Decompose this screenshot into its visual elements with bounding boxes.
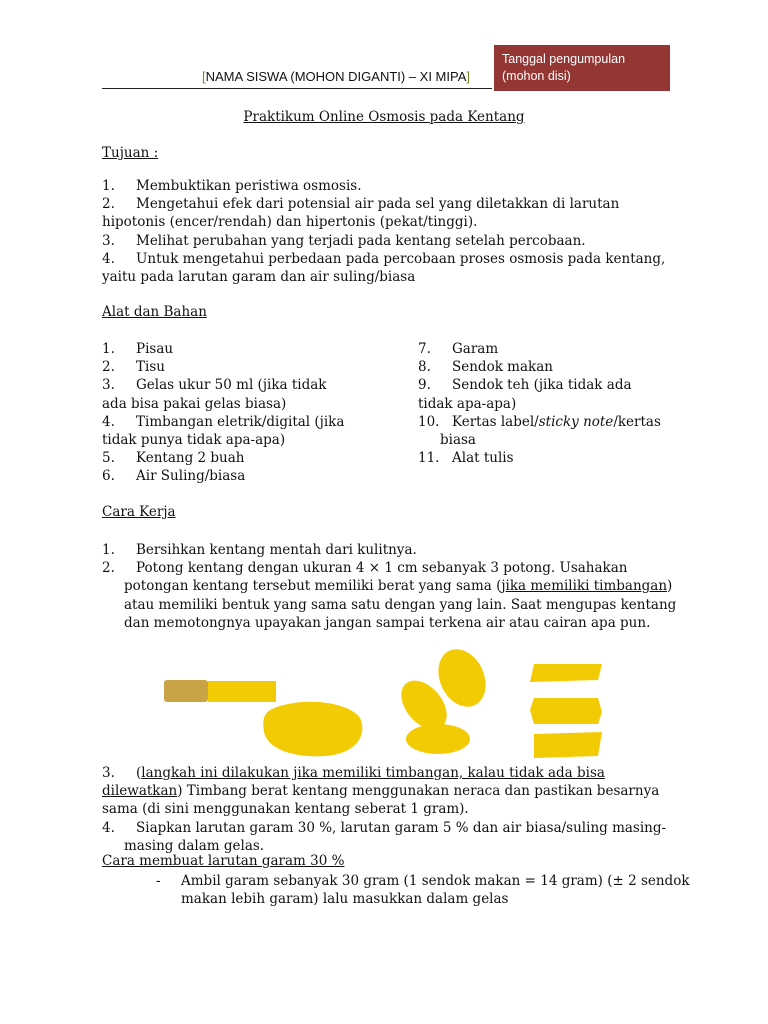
potato-stick-shape <box>534 732 602 758</box>
list-item: 9. Sendok teh (jika tidak ada tidak apa-apa) <box>418 377 632 412</box>
alat-list-right <box>418 340 668 467</box>
list-item: 3. Gelas ukur 50 ml (jika tidak ada bisa pakai gelas biasa) <box>102 377 327 412</box>
potato-cutting-illustration <box>150 640 610 765</box>
student-name: NAMA SISWA (MOHON DIGANTI) – XI MIPA <box>205 69 467 84</box>
list-item: 11. Alat tulis <box>418 450 514 467</box>
potato-stick-shape <box>530 698 602 724</box>
open-bracket: [ <box>202 69 206 84</box>
list-item: 4. Siapkan larutan garam 30 %, larutan garam 5 % dan air biasa/suling masing-masing dalam gelas. <box>102 819 667 854</box>
garam-30-step-text: Ambil garam sebanyak 30 gram (1 sendok makan = 14 gram) (± 2 sendok makan lebih garam) lalu masukkan dalam gelas <box>181 873 690 908</box>
list-item: 2. Tisu <box>102 359 165 376</box>
list-item: 7. Garam <box>418 341 499 357</box>
garam-30-step <box>156 872 701 908</box>
list-item: 5. Kentang 2 buah <box>102 450 245 467</box>
garam-30-heading: Cara membuat larutan garam 30 % <box>102 853 345 869</box>
due-date-box <box>494 45 670 91</box>
tujuan-heading: Tujuan : <box>102 145 159 161</box>
list-item: 8. Sendok makan <box>418 359 553 376</box>
list-item: 2. Mengetahui efek dari potensial air pada sel yang diletakkan di larutan hipotonis (encer/rendah) dan hipertonis (pekat/tinggi). <box>102 196 620 231</box>
cara-kerja-heading: Cara Kerja <box>102 504 176 520</box>
close-bracket: ] <box>466 69 470 84</box>
list-item: 3. (langkah ini dilakukan jika memiliki timbangan, kalau tidak ada bisa dilewatkan) Timbang berat kentang menggunakan neraca dan pastikan besarnya sama (di sini menggunakan kentang seberat 1 gram). <box>102 765 660 818</box>
cara-kerja-list <box>102 541 678 632</box>
list-item: 2. Potong kentang dengan ukuran 4 × 1 cm sebanyak 3 potong. Usahakan potongan kentang tersebut memiliki berat yang sama (jika memiliki timbangan) atau memiliki bentuk yang sama satu dengan yang lain. Saat mengupas kentang dan memotongnya upayakan jangan sampai terkena air atau cairan apa pun. <box>102 560 677 631</box>
list-item: 4. Timbangan eletrik/digital (jika tidak punya tidak apa-apa) <box>102 413 345 449</box>
list-item: 1. Membuktikan peristiwa osmosis. <box>102 178 362 194</box>
list-item: 3. Melihat perubahan yang terjadi pada kentang setelah percobaan. <box>102 232 586 249</box>
potato-stick-shape <box>530 664 602 682</box>
student-name-header <box>202 69 470 84</box>
list-item: 1. Bersihkan kentang mentah dari kulitnya. <box>102 542 417 558</box>
alat-list-left <box>102 340 352 486</box>
dash-bullet: - <box>156 873 161 889</box>
list-item: 4. Untuk mengetahui perbedaan pada percobaan proses osmosis pada kentang, yaitu pada larutan garam dan air suling/biasa <box>102 250 666 286</box>
tujuan-list <box>102 177 682 286</box>
list-item: 6. Air Suling/biasa <box>102 468 246 485</box>
alat-heading: Alat dan Bahan <box>102 304 207 320</box>
list-item: 1. Pisau <box>102 341 174 357</box>
header-rule <box>102 88 492 89</box>
due-date-value: (mohon disi) <box>502 69 571 83</box>
cara-kerja-list-cont <box>102 764 678 855</box>
whole-potato-shape <box>263 702 362 757</box>
knife-handle-shape <box>164 680 208 702</box>
due-date-label: Tanggal pengumpulan <box>502 52 626 66</box>
document-title: Praktikum Online Osmosis pada Kentang <box>243 109 525 125</box>
list-item: 10. Kertas label/sticky note/kertas biasa <box>418 413 661 449</box>
knife-blade-shape <box>208 681 276 702</box>
potato-slice-shape <box>406 724 470 754</box>
